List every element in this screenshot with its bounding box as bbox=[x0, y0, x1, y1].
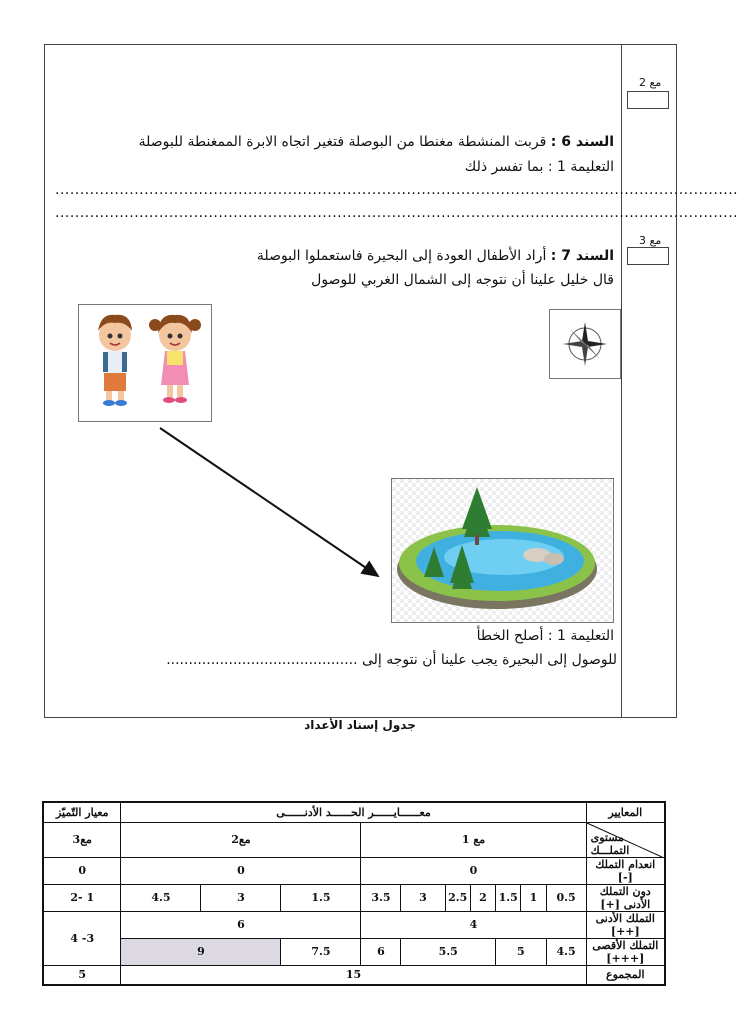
score-cell: 5 bbox=[496, 938, 547, 965]
grading-table bbox=[42, 801, 666, 986]
total-score: 15 bbox=[121, 965, 586, 985]
lake-image bbox=[391, 478, 614, 623]
score-cell: 0 bbox=[361, 857, 586, 884]
score-cell: 3 bbox=[201, 884, 281, 911]
criteria-header: المعايير bbox=[586, 802, 665, 822]
col-header-m3: مع3 bbox=[43, 822, 121, 857]
score-cell: 0 bbox=[43, 857, 121, 884]
doc6-answer-line-2[interactable]: .......................................................................................................................................... bbox=[55, 205, 738, 221]
score-cell: 6 bbox=[361, 938, 401, 965]
col-header-m2: مع2 bbox=[121, 822, 361, 857]
row-label: التملك الأقصى [+++] bbox=[586, 938, 665, 965]
row-label: المجموع bbox=[586, 965, 665, 985]
row-label: التملك الأدنى [++] bbox=[586, 911, 665, 938]
score-cell: 2 bbox=[470, 884, 495, 911]
criterion-label-3: مع 3 bbox=[639, 234, 662, 247]
doc7-instruction: التعليمة 1 : أصلح الخطأ bbox=[476, 628, 614, 644]
score-cell: 4.5 bbox=[546, 938, 586, 965]
doc7-text: أراد الأطفال العودة إلى البحيرة فاستعملوا البوصلة bbox=[256, 248, 547, 264]
score-cell: 7.5 bbox=[281, 938, 361, 965]
doc6-text: قربت المنشطة مغنطا من البوصلة فتغير اتجاه الابرة الممغنطة للبوصلة bbox=[138, 134, 547, 150]
doc7-answer-line[interactable]: للوصول إلى البحيرة يجب علينا أن نتوجه إلى ........................................... bbox=[166, 652, 617, 668]
col-header-m1: مع 1 bbox=[361, 822, 586, 857]
level-header: مستوى التملـــك bbox=[590, 830, 630, 857]
doc6-answer-line-1[interactable]: .......................................................................................................................................... bbox=[55, 182, 738, 198]
doc7-label: السند 7 : bbox=[550, 248, 614, 264]
min-criteria-header: معــــــايــــــر الحــــــد الأدنــــــى bbox=[121, 802, 586, 822]
score-cell: 4 bbox=[361, 911, 586, 938]
doc7-line-2: قال خليل علينا أن نتوجه إلى الشمال الغربي للوصول bbox=[311, 272, 614, 288]
score-cell: 0 bbox=[121, 857, 361, 884]
score-cell: 3 bbox=[401, 884, 445, 911]
score-cell: 3.5 bbox=[361, 884, 401, 911]
level-header-cell bbox=[586, 822, 665, 857]
score-cell: 6 bbox=[121, 911, 361, 938]
score-cell: 1.5 bbox=[496, 884, 521, 911]
score-cell: 3- 4 bbox=[43, 911, 121, 965]
score-cell: 1 -2 bbox=[43, 884, 121, 911]
doc6-instruction: التعليمة 1 : بما تفسر ذلك bbox=[464, 159, 614, 175]
score-cell: 4.5 bbox=[121, 884, 201, 911]
row-label: دون التملك الأدنى [+] bbox=[586, 884, 665, 911]
score-cell: 1 bbox=[521, 884, 546, 911]
criterion-label-2: مع 2 bbox=[639, 76, 662, 89]
doc6-label: السند 6 : bbox=[550, 134, 614, 150]
table-title: جدول إسناد الأعداد bbox=[304, 718, 416, 732]
score-cell: 9 bbox=[121, 938, 281, 965]
score-cell: 1.5 bbox=[281, 884, 361, 911]
excellence-header: معيار التّميّز bbox=[43, 802, 121, 822]
score-cell: 0.5 bbox=[546, 884, 586, 911]
row-label: انعدام التملك [-] bbox=[586, 857, 665, 884]
score-cell: 5.5 bbox=[401, 938, 496, 965]
score-cell: 2.5 bbox=[445, 884, 470, 911]
total-excellence: 5 bbox=[43, 965, 121, 985]
